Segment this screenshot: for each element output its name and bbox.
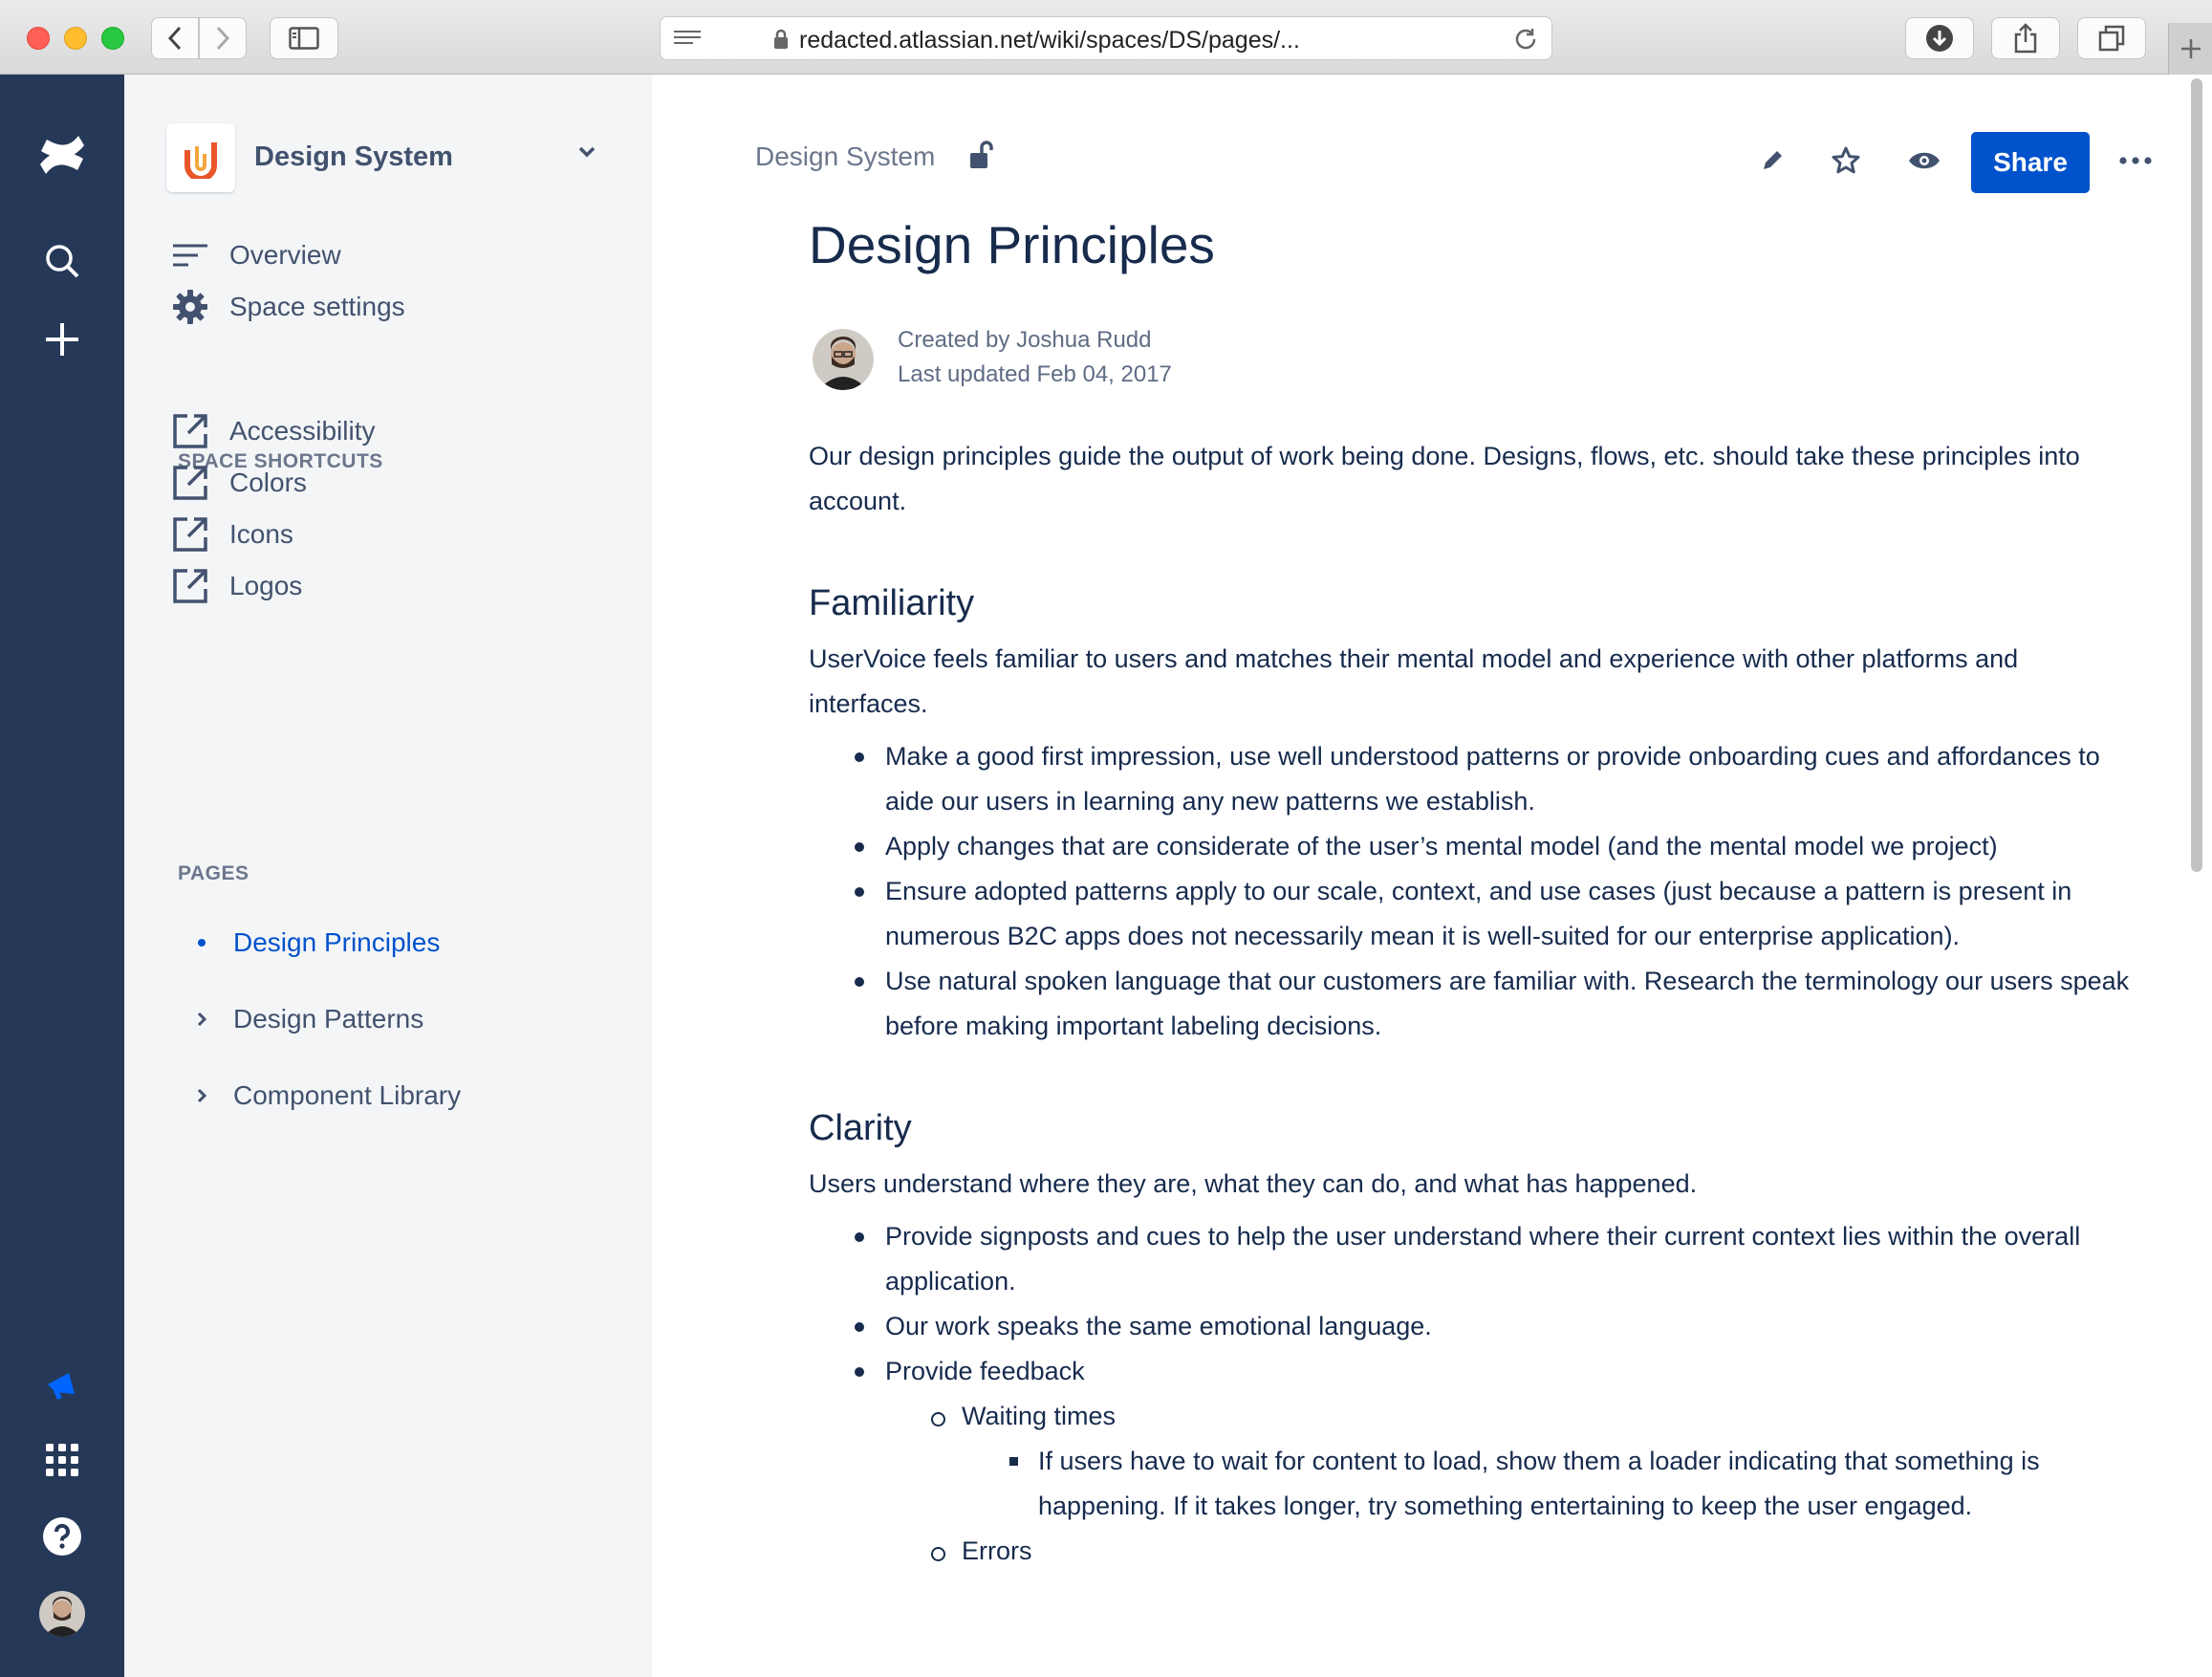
close-window-button[interactable] [27,27,50,50]
confluence-logo-icon [37,132,87,178]
list-item: Waiting times [809,1394,2137,1439]
shortcut-label: Colors [229,468,307,497]
star-button[interactable] [1825,140,1867,182]
waiting-times-sublist [809,1439,2137,1529]
chevron-left-icon [167,26,183,51]
space-logo-icon [182,137,220,179]
shortcut-label: Accessibility [229,416,376,446]
list-item: Ensure adopted patterns apply to our scale, context, and use cases (just because a pattern is present in numerous B2C apps does not necessarily mean it is well-suited for our enterprise application). [809,869,2137,959]
new-tab-button[interactable] [2168,23,2212,75]
pages-heading: PAGES [178,862,249,884]
list-item: Errors [809,1529,2137,1574]
sidebar-icon [289,27,319,50]
familiarity-paragraph: UserVoice feels familiar to users and matches their mental model and experience with other platforms and interfaces. [809,644,2019,718]
shortcut-icons[interactable] [166,511,293,558]
plus-icon [44,321,80,358]
app-switcher-button[interactable] [0,1444,124,1476]
confluence-logo[interactable] [0,132,124,178]
external-link-icon [166,515,214,554]
edit-button[interactable] [1751,140,1793,182]
eye-icon [1908,150,1941,171]
shortcut-label: Icons [229,519,293,549]
restrictions-button[interactable] [967,140,994,177]
external-link-icon [166,412,214,450]
list-item: Use natural spoken language that our customers are familiar with. Research the terminology our users speak before making important labeling decisions. [809,959,2137,1049]
sidebar-item-label: Space settings [229,292,405,321]
space-logo[interactable] [166,123,235,192]
url-text: redacted.atlassian.net/wiki/spaces/DS/pages/... [799,27,1300,54]
list-item: Provide signposts and cues to help the user understand where their current context lies within the overall application. [809,1214,2137,1304]
list-item: Provide feedback [809,1349,2137,1394]
help-button[interactable] [0,1516,124,1557]
gear-icon [166,289,214,325]
pencil-icon [1760,148,1785,173]
page-title: Design Principles [809,215,1215,274]
page-content-area [652,75,2181,1677]
tabs-icon [2098,25,2125,52]
share-icon [2013,23,2038,54]
reload-icon[interactable] [1513,27,1538,52]
space-name[interactable]: Design System [254,142,453,172]
chevron-right-icon[interactable] [184,1087,220,1104]
clarity-list [809,1214,2137,1394]
page-tree-label: Design Patterns [233,1004,424,1034]
download-icon [1925,24,1954,53]
create-button[interactable] [0,321,124,358]
profile-button[interactable] [0,1591,124,1637]
page-scrollbar[interactable] [2191,78,2202,872]
reader-view-icon[interactable] [674,29,701,48]
notifications-button[interactable] [0,1367,124,1404]
share-sheet-button[interactable] [1991,17,2060,59]
browser-toolbar [0,0,2212,75]
unlocked-icon [967,140,994,172]
shortcut-accessibility[interactable] [166,407,375,455]
sidebar-item-space-settings[interactable] [166,283,405,331]
downloads-button[interactable] [1905,17,1974,59]
grid-icon [46,1444,78,1476]
feedback-sublist-errors [809,1529,2137,1574]
forward-button[interactable] [199,17,247,59]
address-bar[interactable] [660,16,1552,60]
page-tree-label: Design Principles [233,927,441,957]
avatar [813,329,874,390]
sidebar-item-overview[interactable] [166,231,341,279]
search-icon [44,243,80,279]
zoom-window-button[interactable] [101,27,124,50]
share-button[interactable]: Share [1971,132,2090,193]
intro-paragraph: Our design principles guide the output of work being done. Designs, flows, etc. should take these principles into account. [809,442,2080,515]
last-updated[interactable]: Last updated Feb 04, 2017 [898,361,1172,387]
page-tree-label: Component Library [233,1080,462,1110]
lock-icon [773,29,789,50]
active-dot-icon [184,938,220,947]
heading-familiarity: Familiarity [809,583,975,623]
search-button[interactable] [0,243,124,279]
shortcut-label: Logos [229,571,303,600]
breadcrumb[interactable]: Design System [755,142,936,171]
space-sidebar [124,75,652,1677]
watch-button[interactable] [1903,140,1945,182]
external-link-icon [166,567,214,605]
minimize-window-button[interactable] [64,27,87,50]
space-menu-toggle[interactable] [577,145,596,163]
help-icon [42,1516,82,1557]
more-actions-button[interactable] [2114,140,2157,182]
global-navigation [0,75,124,1677]
space-shortcuts-heading: SPACE SHORTCUTS [178,450,383,472]
tabs-overview-button[interactable] [2077,17,2146,59]
shortcut-logos[interactable] [166,562,302,610]
page-tree-item-design-patterns[interactable] [184,996,423,1042]
list-item: Apply changes that are considerate of the user’s mental model (and the mental model we project) [809,824,2137,869]
chevron-right-icon [215,26,230,51]
page-body [809,434,2137,1574]
shortcut-colors[interactable] [166,459,307,507]
list-item: Make a good first impression, use well understood patterns or provide onboarding cues and affordances to aide our users in learning any new patterns we establish. [809,734,2137,824]
created-by[interactable]: Created by Joshua Rudd [898,327,1152,353]
page-tree-item-component-library[interactable] [184,1073,461,1119]
feedback-sublist [809,1394,2137,1439]
more-icon [2119,157,2152,164]
page-tree-item-design-principles[interactable] [184,920,440,966]
external-link-icon [166,464,214,502]
author-avatar[interactable] [813,329,874,390]
back-button[interactable] [151,17,199,59]
list-item: Our work speaks the same emotional language. [809,1304,2137,1349]
list-item: If users have to wait for content to load, show them a loader indicating that something is happening. If it takes longer, try something entertaining to keep the user engaged. [809,1439,2137,1529]
star-icon [1831,145,1861,176]
chevron-right-icon[interactable] [184,1011,220,1028]
sidebar-item-label: Overview [229,240,341,270]
overview-lines-icon [166,243,214,268]
plus-icon [2179,37,2202,60]
familiarity-list [809,734,2137,1049]
clarity-paragraph: Users understand where they are, what they can do, and what has happened. [809,1169,1698,1198]
avatar [39,1591,85,1637]
sidebar-toggle-button[interactable] [270,17,338,59]
megaphone-icon [44,1367,80,1404]
heading-clarity: Clarity [809,1108,912,1148]
chevron-down-icon [577,145,596,159]
